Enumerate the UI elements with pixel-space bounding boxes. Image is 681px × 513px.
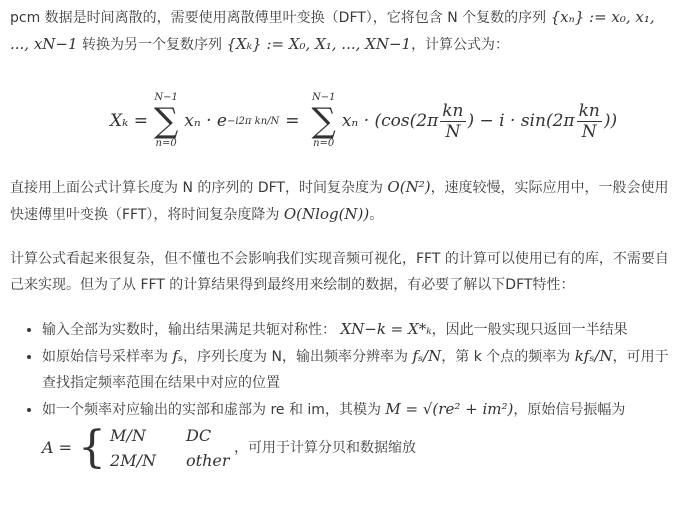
dft-formula — [10, 62, 671, 168]
bullet-1-math: XN−k = X*ₖ — [340, 320, 432, 338]
fraction-numerator-1: kn — [442, 100, 464, 121]
sum-symbol-1: N−1 ∑ n=0 — [153, 92, 179, 149]
formula-exponent: −i2π kn/N — [226, 115, 280, 127]
sum-lower-2: n=0 — [313, 138, 335, 149]
formula-fraction-2 — [577, 101, 602, 142]
case-2-condition: other — [186, 451, 230, 470]
formula-lhs: Xₖ = — [110, 111, 148, 131]
fraction-denominator-1: N — [445, 121, 461, 142]
bullet-3-text-2: ，原始信号振幅为 — [513, 402, 626, 418]
complexity-text-2: ，速度较慢，实际应用中，一般会使用快速傅里叶变换（FFT），将时间复杂度降为 — [10, 180, 669, 223]
list-item — [42, 316, 671, 343]
intro-paragraph — [10, 4, 671, 58]
bullet-3-text-3: ，可用于计算分贝和数据缩放 — [233, 440, 416, 456]
formula-end: )) — [603, 111, 618, 131]
intro-text-2: 转换为另一个复数序列 — [82, 37, 222, 53]
sum-lower-1: n=0 — [155, 138, 177, 149]
formula-equals: = — [285, 111, 300, 131]
bullet-2-math-1: fₛ — [172, 347, 184, 365]
bullet-2-text-1: 如原始信号采样率为 — [42, 349, 168, 365]
formula-middle: ) − i · sin(2π — [467, 111, 575, 131]
case-2-value: 2M/N — [110, 451, 156, 470]
sum-symbol-2: N−1 ∑ n=0 — [311, 92, 336, 149]
amplitude-cases — [42, 423, 230, 473]
bullet-3-math-1: M = √(re² + im²) — [385, 400, 514, 418]
bullet-2-text-3: ，第 k 个点的频率为 — [441, 349, 571, 365]
complexity-text-1: 直接用上面公式计算长度为 N 的序列的 DFT，时间复杂度为 — [10, 180, 383, 196]
sum-upper-1: N−1 — [154, 92, 178, 103]
intro-math-sequence-x: {xₙ} := x₀, x₁, ..., xN−1 — [10, 8, 655, 53]
complexity-math-1: O(N²) — [387, 178, 431, 196]
case-1-condition: DC — [186, 426, 212, 445]
bullet-2-math-2: fₛ/N — [412, 347, 442, 365]
complexity-paragraph — [10, 174, 671, 228]
fraction-numerator-2: kn — [578, 100, 600, 121]
intro-text-1: pcm 数据是时间离散的，需要使用离散傅里叶变换（DFT），它将包含 N 个复数的序列 — [10, 10, 547, 26]
library-paragraph: 计算公式看起来很复杂，但不懂也不会影响我们实现音频可视化，FFT 的计算可以使用已有的库，不需要自己来实现。但为了从 FFT 的计算结果得到最终用来绘制的数据，有必要了解以下DFT特性： — [10, 251, 669, 293]
bullet-2-text-4: ，可用于查找指定频率范围在结果中对应的位置 — [42, 349, 669, 391]
list-item — [42, 396, 671, 473]
dft-properties-list — [10, 316, 671, 473]
sum-upper-2: N−1 — [311, 92, 336, 103]
bullet-1-text-2: ，因此一般实现只返回一半结果 — [431, 322, 628, 338]
complexity-math-2: O(Nlog(N)) — [283, 205, 370, 223]
case-1-value: M/N — [110, 426, 146, 445]
fraction-denominator-2: N — [581, 121, 597, 142]
cases-lhs: A = — [42, 438, 73, 457]
complexity-text-3: 。 — [369, 207, 384, 223]
bullet-3-text-1: 如一个频率对应输出的实部和虚部为 re 和 im，其模为 — [42, 402, 381, 418]
list-item — [42, 343, 671, 396]
left-brace-icon: { — [78, 422, 107, 473]
formula-term-2: xₙ · (cos(2π — [341, 111, 439, 131]
bullet-2-text-2: ，序列长度为 N，输出频率分辨率为 — [183, 349, 408, 365]
bullet-2-math-3: kfₛ/N — [574, 347, 613, 365]
formula-term-1: xₙ · e — [184, 111, 227, 131]
formula-fraction-1 — [440, 101, 465, 142]
intro-math-sequence-X: {Xₖ} := X₀, X₁, ..., XN−1 — [226, 35, 412, 53]
bullet-1-text-1: 输入全部为实数时，输出结果满足共轭对称性： — [42, 322, 336, 338]
intro-text-3: ，计算公式为： — [411, 37, 510, 53]
